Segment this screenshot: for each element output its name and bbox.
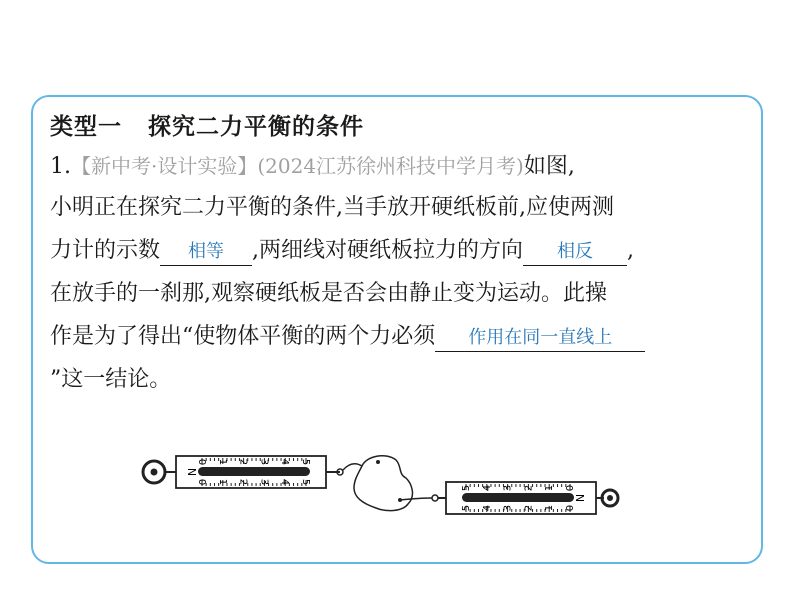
scale-label: 5 bbox=[461, 484, 472, 492]
question-tag: 【新中考·设计实验】 bbox=[71, 154, 258, 178]
scale-label: 1 bbox=[216, 458, 228, 466]
scale-label: 3 bbox=[502, 484, 514, 492]
experiment-figure bbox=[140, 448, 620, 538]
question-line-3 bbox=[50, 229, 750, 272]
scale-label: 4 bbox=[279, 458, 291, 466]
answer-3: 作用在同一直线上 bbox=[468, 327, 613, 348]
scale-label: 1 bbox=[544, 504, 556, 512]
question-line-4 bbox=[50, 272, 750, 315]
scale-label: 4 bbox=[481, 504, 493, 512]
question-line-6 bbox=[50, 358, 750, 401]
question-text-3b: ,两细线对硬纸板拉力的方向 bbox=[252, 238, 524, 263]
answer-blank-2 bbox=[523, 238, 627, 266]
section-heading: 探究二力平衡的条件 bbox=[148, 114, 364, 140]
answer-blank-3 bbox=[435, 324, 645, 352]
question-text-3c: , bbox=[627, 238, 635, 263]
answer-blank-1 bbox=[160, 238, 252, 266]
scale-label: 2 bbox=[237, 478, 249, 486]
right-unit-label: N bbox=[574, 493, 587, 503]
answer-2: 相反 bbox=[557, 241, 594, 262]
question-text-5a: 作是为了得出“使物体平衡的两个力必须 bbox=[50, 324, 436, 349]
scale-label: 3 bbox=[258, 458, 270, 466]
scale-label: 3 bbox=[258, 478, 270, 486]
scale-label: 0 bbox=[196, 478, 207, 486]
scale-label: 5 bbox=[461, 504, 472, 512]
scale-label: 3 bbox=[502, 504, 514, 512]
scale-label: 2 bbox=[237, 458, 249, 466]
answer-1: 相等 bbox=[188, 241, 225, 262]
scale-label: 4 bbox=[279, 478, 291, 486]
scale-label: 5 bbox=[300, 478, 311, 486]
question-line-2 bbox=[50, 186, 750, 229]
type-label: 类型一 bbox=[50, 114, 122, 140]
question-text-3a: 力计的示数 bbox=[50, 238, 161, 263]
question-line-5 bbox=[50, 315, 750, 358]
scale-label: 0 bbox=[565, 504, 576, 512]
question-text-1: 如图, bbox=[523, 154, 575, 179]
question-source: (2024江苏徐州科技中学月考) bbox=[257, 154, 524, 178]
scale-label: 5 bbox=[300, 458, 311, 466]
scale-label: 1 bbox=[544, 484, 556, 492]
question-text-4: 在放手的一刹那,观察硬纸板是否会由静止变为运动。此操 bbox=[50, 281, 607, 306]
scale-label: 0 bbox=[196, 458, 207, 466]
question-line-1 bbox=[50, 146, 750, 186]
spring-scale-left bbox=[143, 456, 343, 488]
spring-scale-diagram bbox=[140, 448, 620, 538]
left-unit-label: N bbox=[185, 467, 198, 477]
scale-label: 1 bbox=[216, 478, 228, 486]
question-content bbox=[50, 108, 750, 401]
scale-label: 2 bbox=[523, 484, 535, 492]
scale-label: 4 bbox=[481, 484, 493, 492]
cardboard bbox=[354, 456, 412, 511]
cardboard-with-strings bbox=[343, 456, 446, 511]
question-text-6: ”这一结论。 bbox=[50, 367, 172, 392]
question-number: 1. bbox=[50, 154, 71, 179]
question-text-2: 小明正在探究二力平衡的条件,当手放开硬纸板前,应使两测 bbox=[50, 195, 614, 220]
section-title bbox=[50, 108, 750, 146]
scale-label: 2 bbox=[523, 504, 535, 512]
scale-label: 0 bbox=[565, 484, 576, 492]
spring-scale-right bbox=[446, 482, 618, 514]
